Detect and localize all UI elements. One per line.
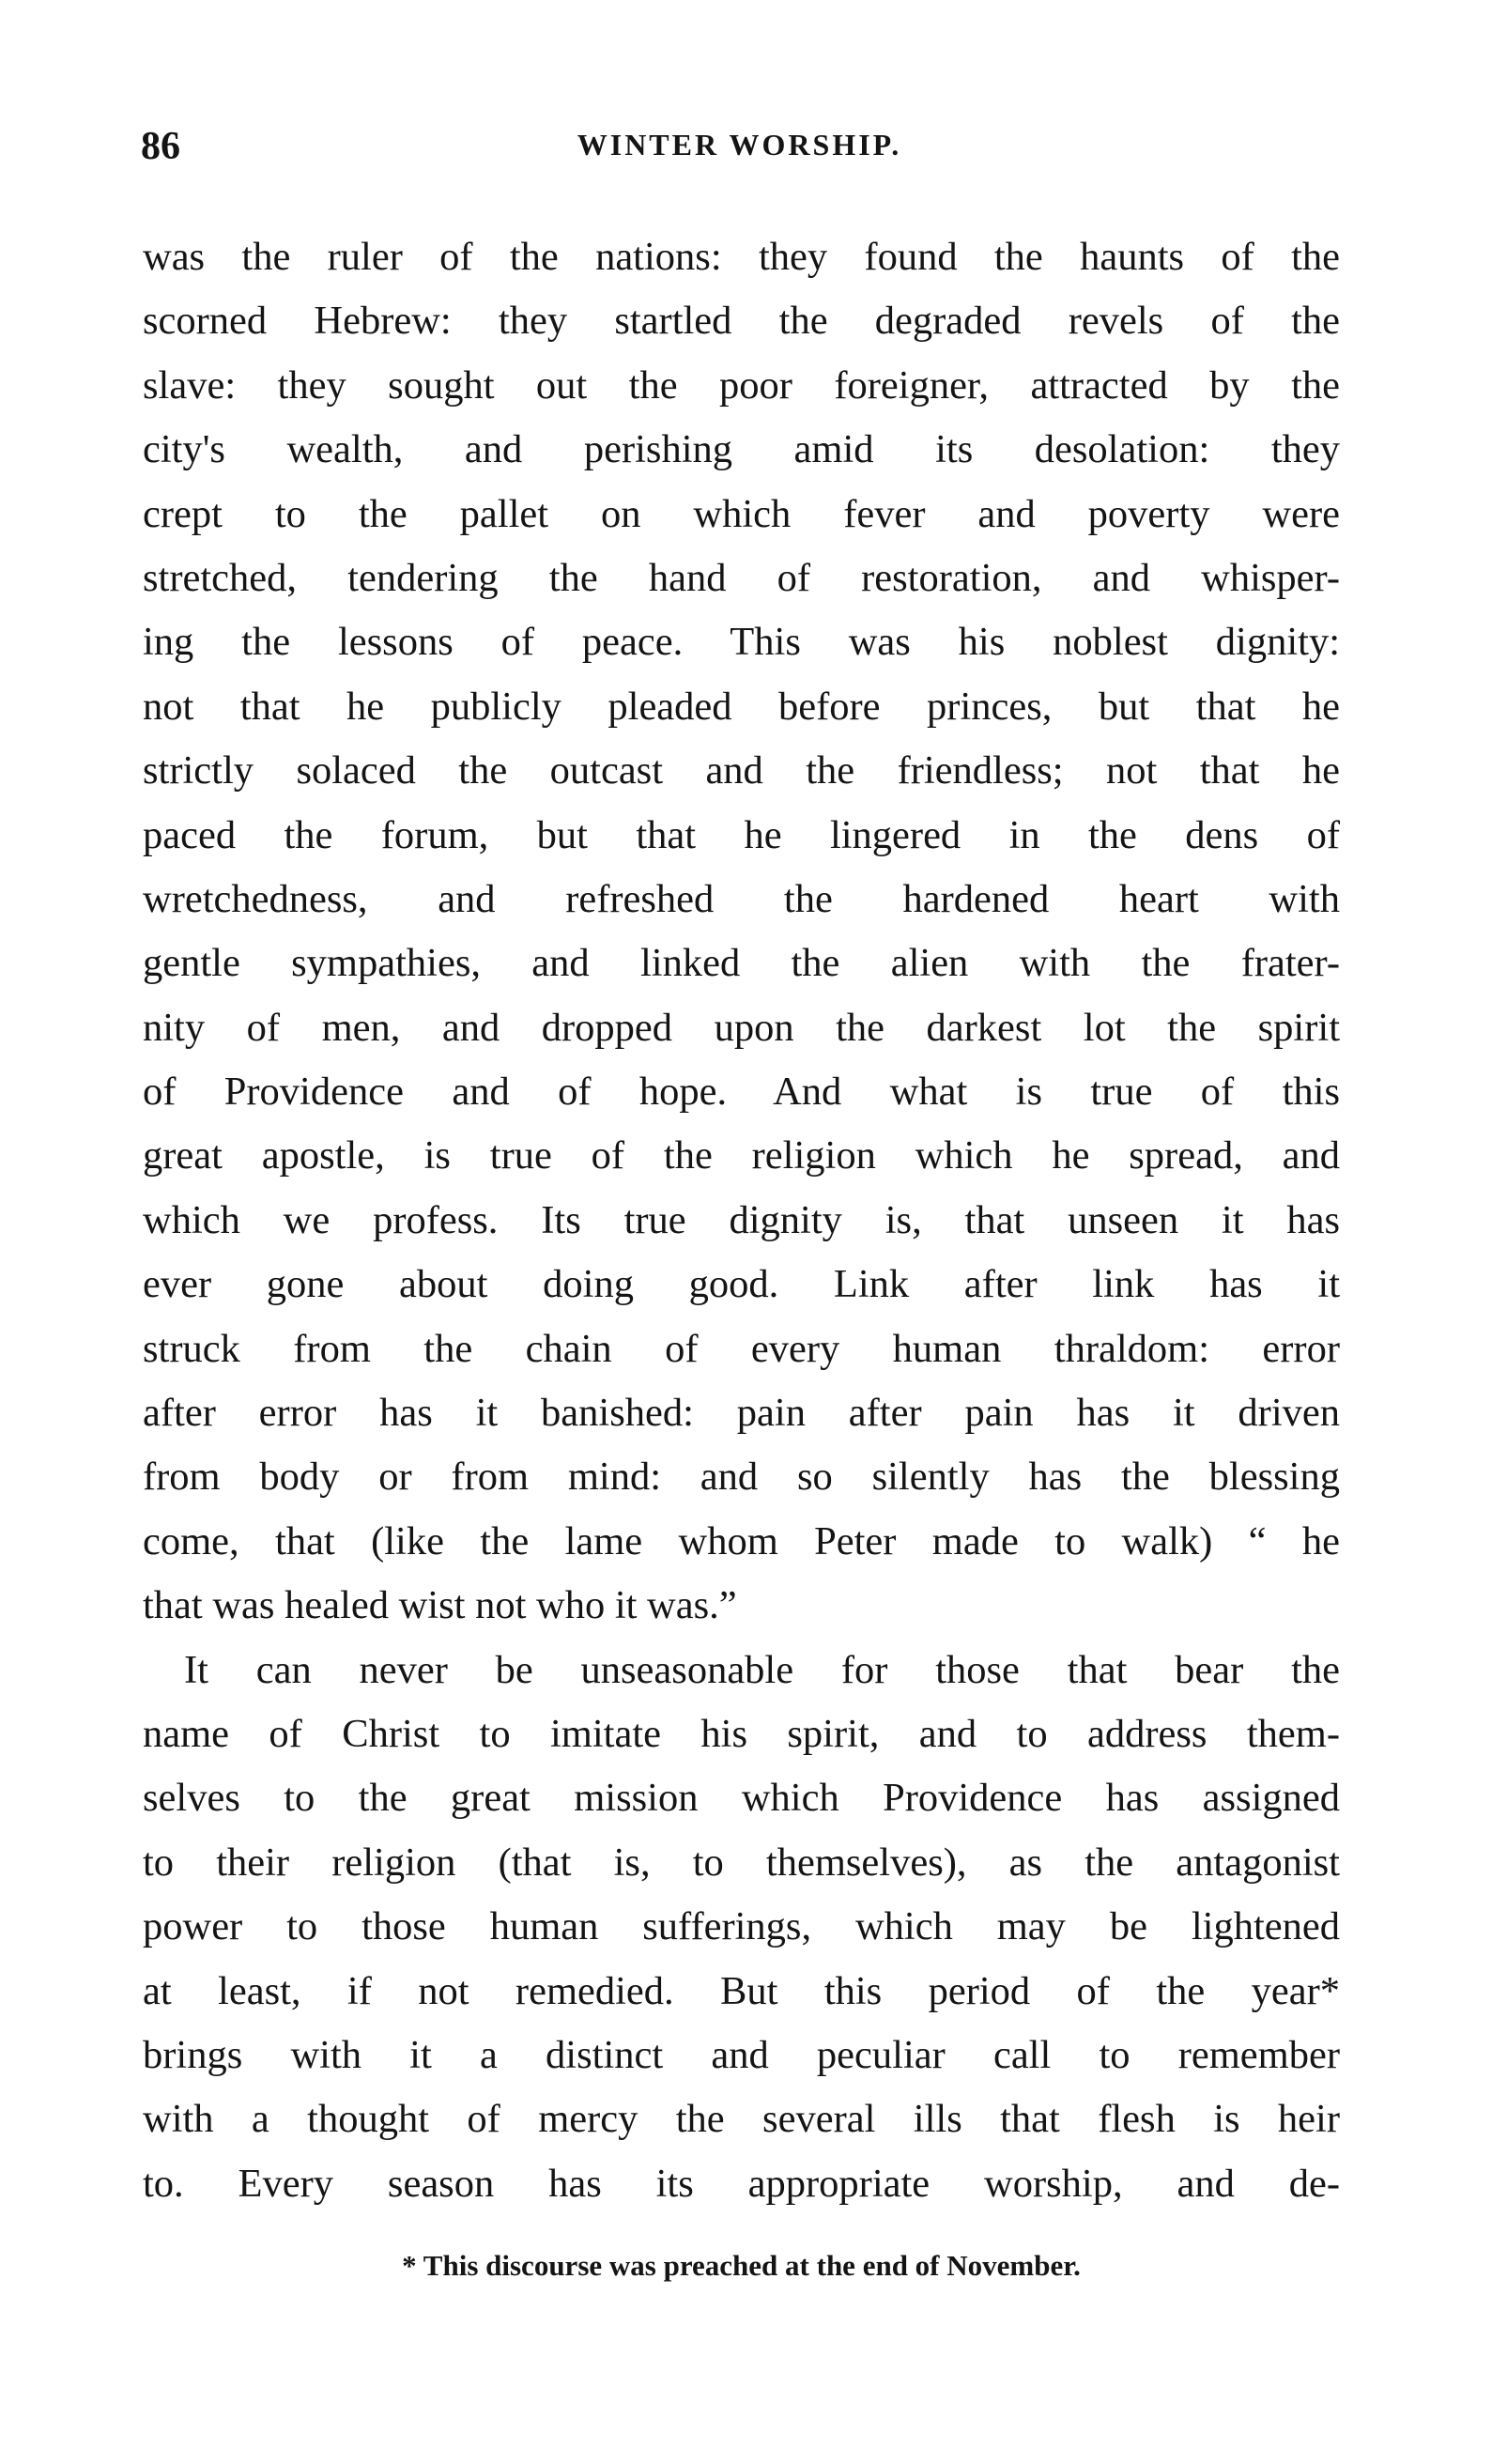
text-line: struck from the chain of every human thraldom: error — [143, 1326, 1340, 1371]
running-title: WINTER WORSHIP. — [577, 128, 902, 162]
text-line: to their religion (that is, to themselves), as the antagonist — [143, 1840, 1340, 1885]
text-line: to. Every season has its appropriate worship, and de- — [143, 2161, 1340, 2206]
text-line: ing the lessons of peace. This was his noblest dignity: — [143, 620, 1340, 665]
text-line: was the ruler of the nations: they found the haunts of the — [143, 235, 1340, 279]
text-line: crept to the pallet on which fever and poverty were — [143, 491, 1340, 536]
text-line: It can never be unseasonable for those that bear the — [184, 1647, 1340, 1692]
text-line: slave: they sought out the poor foreigner, attracted by the — [143, 362, 1340, 408]
text-line: not that he publicly pleaded before princes, but that he — [143, 684, 1340, 729]
text-line: brings with it a distinct and peculiar call to remember — [143, 2032, 1340, 2077]
text-line: of Providence and of hope. And what is true of this — [143, 1070, 1340, 1115]
text-line: strictly solaced the outcast and the friendless; not that he — [143, 748, 1340, 793]
text-line: power to those human sufferings, which may be lightened — [143, 1904, 1340, 1949]
text-line: name of Christ to imitate his spirit, and to address them- — [143, 1711, 1340, 1756]
text-line: paced the forum, but that he lingered in the dens of — [143, 812, 1340, 857]
text-line: nity of men, and dropped upon the darkest lot the spirit — [143, 1005, 1340, 1050]
running-head — [141, 124, 1338, 180]
text-line: great apostle, is true of the religion which he spread, and — [143, 1133, 1340, 1178]
text-line: come, that (like the lame whom Peter made to walk) “ he — [143, 1518, 1340, 1563]
text-line: gentle sympathies, and linked the alien with the frater- — [143, 941, 1340, 986]
text-line: at least, if not remedied. But this period of the year* — [143, 1968, 1340, 2013]
text-line: selves to the great mission which Providence has assigned — [143, 1776, 1340, 1821]
text-line: stretched, tendering the hand of restoration, and whisper- — [143, 555, 1340, 600]
page-number: 86 — [141, 125, 180, 168]
text-line: after error has it banished: pain after pain has it driven — [143, 1391, 1340, 1436]
text-line: with a thought of mercy the several ills that flesh is heir — [143, 2097, 1340, 2142]
footnote: * This discourse was preached at the end of November. — [402, 2249, 1081, 2282]
text-line: city's wealth, and perishing amid its desolation: they — [143, 427, 1340, 472]
text-line: ever gone about doing good. Link after link has it — [143, 1262, 1340, 1307]
text-line: scorned Hebrew: they startled the degraded revels of the — [143, 299, 1340, 344]
body-text — [143, 225, 1340, 2216]
text-line: which we profess. Its true dignity is, that unseen it has — [143, 1197, 1340, 1242]
text-line: wretchedness, and refreshed the hardened heart with — [143, 876, 1340, 921]
text-line: that was healed wist not who it was.” — [143, 1583, 737, 1628]
text-line: from body or from mind: and so silently has the blessing — [143, 1455, 1340, 1500]
